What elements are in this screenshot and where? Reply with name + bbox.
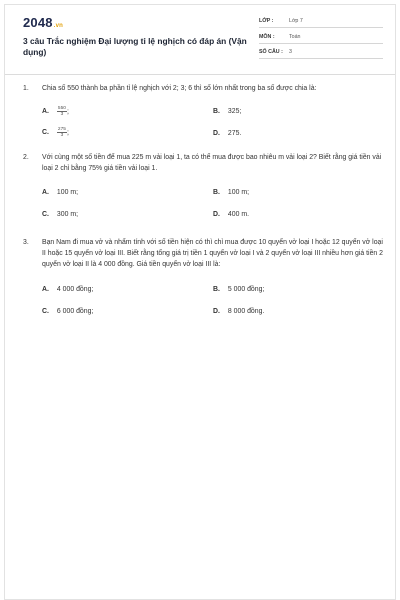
option-1b[interactable] bbox=[213, 108, 241, 115]
question-text: Với cùng một số tiền để mua 225 m vải loại 1, ta có thể mua được bao nhiêu m vải loại 2? Biết rằng giá tiền vải loại 2 chỉ bằng 75% giá tiền vải loại 1. bbox=[42, 154, 382, 172]
question-number: 1. bbox=[23, 85, 29, 92]
fraction-denominator: 3 bbox=[60, 133, 64, 138]
option-value: 325; bbox=[227, 108, 242, 115]
meta-class bbox=[259, 16, 383, 28]
option-label: D. bbox=[213, 308, 220, 315]
meta-subject-label: MÔN : bbox=[259, 34, 275, 40]
option-1a[interactable] bbox=[42, 106, 69, 117]
question-1 bbox=[23, 83, 385, 94]
option-label: B. bbox=[213, 286, 220, 293]
question-2 bbox=[23, 152, 385, 174]
option-label: B. bbox=[213, 108, 220, 115]
meta-count-value: 3 bbox=[289, 49, 292, 55]
option-separator: ; bbox=[66, 108, 69, 116]
option-3d[interactable] bbox=[213, 308, 264, 315]
option-value: 400 m. bbox=[227, 211, 249, 218]
document-page bbox=[4, 4, 396, 600]
option-value: 6 000 đồng; bbox=[56, 308, 94, 315]
option-value: 4 000 đồng; bbox=[56, 286, 94, 293]
option-2b[interactable] bbox=[213, 189, 249, 196]
option-label: C. bbox=[42, 211, 49, 218]
option-value: 8 000 đồng. bbox=[227, 308, 265, 315]
question-number: 2. bbox=[23, 154, 29, 161]
option-label: B. bbox=[213, 189, 220, 196]
meta-question-count bbox=[259, 47, 383, 59]
option-3c[interactable] bbox=[42, 308, 93, 315]
document-title: 3 câu Trắc nghiệm Đại lượng tỉ lệ nghịch có đáp án (Vận dụng) bbox=[23, 36, 247, 57]
question-text: Chia số 550 thành ba phần tỉ lệ nghịch với 2; 3; 6 thì số lớn nhất trong ba số được chia là: bbox=[42, 85, 317, 92]
option-label: A. bbox=[42, 189, 49, 196]
fraction-denominator: 3 bbox=[60, 112, 64, 117]
option-3b[interactable] bbox=[213, 286, 264, 293]
option-1d[interactable] bbox=[213, 130, 241, 137]
option-value: 5 000 đồng; bbox=[227, 286, 265, 293]
option-value: 100 m; bbox=[227, 189, 249, 196]
question-number: 3. bbox=[23, 239, 29, 246]
option-1c[interactable] bbox=[42, 127, 69, 138]
option-2a[interactable] bbox=[42, 189, 78, 196]
option-value: 100 m; bbox=[56, 189, 78, 196]
option-label: C. bbox=[42, 308, 49, 315]
meta-subject-value: Toán bbox=[289, 34, 301, 40]
fraction bbox=[57, 106, 67, 117]
document-header bbox=[5, 5, 395, 75]
fraction bbox=[57, 127, 67, 138]
site-logo[interactable] bbox=[23, 15, 63, 30]
fraction-numerator: 550 bbox=[57, 106, 66, 111]
fraction-numerator: 275 bbox=[57, 127, 66, 132]
option-label: D. bbox=[213, 130, 220, 137]
question-3 bbox=[23, 237, 385, 270]
option-value: 275. bbox=[227, 130, 242, 137]
logo-text: 2048 bbox=[23, 15, 53, 30]
option-label: D. bbox=[213, 211, 220, 218]
meta-subject bbox=[259, 32, 383, 44]
option-label: C. bbox=[42, 129, 49, 137]
option-2c[interactable] bbox=[42, 211, 78, 218]
meta-count-label: SỐ CÂU : bbox=[259, 49, 283, 55]
option-label: A. bbox=[42, 286, 49, 293]
option-label: A. bbox=[42, 108, 49, 116]
question-text: Bạn Nam đi mua vở và nhẩm tính với số tiền hiện có thì chỉ mua được 10 quyển vở loại I hoặc 12 quyển vở loại II hoặc 15 quyển vở loại III. Biết rằng tổng giá trị tiền 1 quyển vở loại I và 2 quyển vở loại III nhiều hơn giá tiền 2 quyển vở loại II là 4 000 đồng. Giá tiền quyển vở loại III là: bbox=[42, 239, 383, 268]
meta-class-label: LỚP : bbox=[259, 18, 274, 24]
option-2d[interactable] bbox=[213, 211, 249, 218]
meta-class-value: Lớp 7 bbox=[289, 18, 303, 24]
logo-suffix: .vn bbox=[53, 23, 64, 29]
option-separator: ; bbox=[66, 129, 69, 137]
option-value: 300 m; bbox=[56, 211, 78, 218]
option-3a[interactable] bbox=[42, 286, 93, 293]
